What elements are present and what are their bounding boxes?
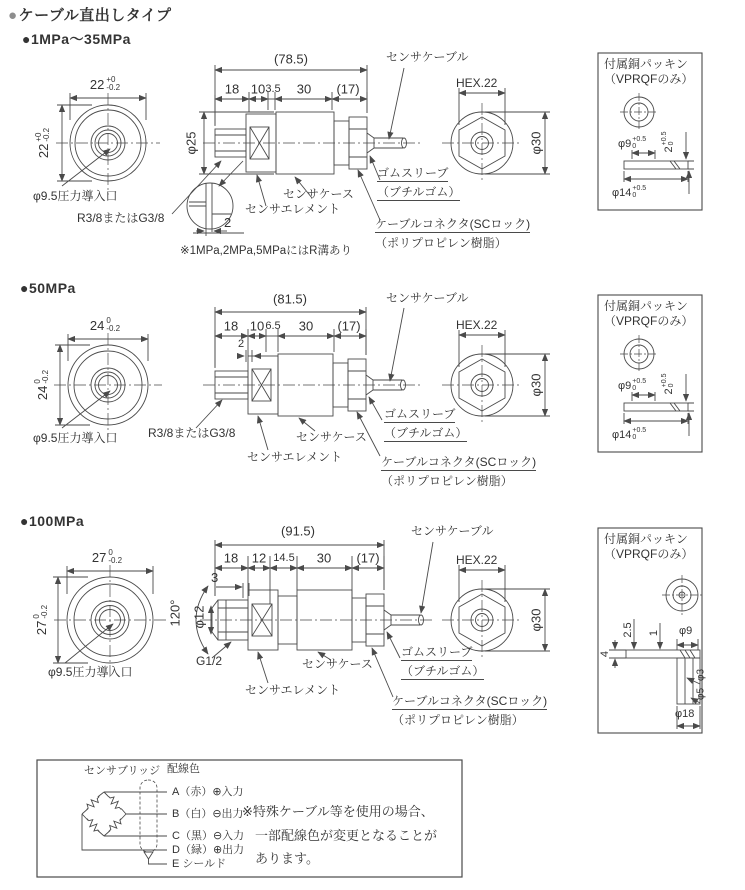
page-title: [8, 8, 171, 25]
s3-dim-18: 18: [223, 550, 239, 566]
s1-dim-10: 10: [250, 81, 266, 97]
s1-sensor-cable-label: センサケーブル: [386, 50, 469, 64]
s3-pack-h4-dim: 4: [598, 650, 611, 658]
s1-cable-connector-label: ケーブルコネクタ(SCロック): [375, 218, 530, 233]
s3-dim-12: 12: [251, 550, 267, 566]
s3-pack-dia18-dim: φ18: [675, 708, 695, 720]
s3-dia30-dim: φ30: [528, 608, 544, 632]
s2-sensor-element-label: センサエレメント: [247, 450, 343, 464]
s2-pack-dia14-dim: φ14 +0.5 0: [612, 427, 647, 441]
s2-rubber-sleeve-label: ゴムスリーブ: [384, 408, 455, 423]
s1-detail-circle: [187, 183, 244, 236]
s3-thread-label: G1/2: [196, 654, 223, 668]
s2-hex-dim: HEX.22: [456, 318, 498, 332]
wiring-line-e: E シールド: [172, 858, 227, 870]
s1-sensor-case-label: センサケース: [283, 187, 354, 201]
s3-pack-dia3-dim: φ3: [695, 668, 707, 682]
s1-groove-dim: 2: [224, 215, 232, 230]
s3-front-width-dim: 27 0 -0.2: [91, 548, 123, 566]
s3-front-height-dim: 27 0 -0.2: [32, 604, 50, 636]
s3-cable-connector-sub-label: （ポリプロピレン樹脂）: [392, 713, 524, 727]
s1-dim-30: 30: [296, 81, 312, 97]
s1-packing-sub: （VPRQFのみ）: [604, 72, 694, 86]
s2-dim-18: 18: [223, 318, 239, 334]
s3-angle-dim: 120°: [167, 599, 183, 627]
s2-dia30-dim: φ30: [528, 373, 544, 397]
s2-front-height-dim: 24 0 -0.2: [33, 369, 51, 401]
s3-heading: ●100MPa: [20, 513, 85, 529]
s1-front-view: [56, 93, 160, 195]
s1-inlet-label: φ9.5圧力導入口: [33, 189, 118, 203]
wiring-note-line2: 一部配線色が変更となることが: [255, 828, 438, 843]
s2-overall-dim: (81.5): [273, 291, 307, 307]
s2-packing-sub: （VPRQFのみ）: [604, 314, 694, 328]
s3-pack-dia5-dim: φ5: [695, 687, 707, 701]
s1-sensor-element-label: センサエレメント: [245, 202, 341, 216]
s2-pack-dia9-dim: φ9 +0.5 0: [618, 378, 647, 392]
s2-front-width-dim: 24 0 -0.2: [89, 316, 121, 334]
s2-front-view: [54, 333, 162, 437]
s1-dim-18: 18: [224, 81, 240, 97]
s3-sensor-cable-label: センサケーブル: [411, 524, 494, 538]
s3-pack-dia9-dim: φ9: [679, 625, 693, 637]
s3-dim-17: (17): [356, 550, 380, 566]
s1-case-dia-dim: φ25: [183, 131, 199, 155]
s2-dim-17: (17): [337, 318, 361, 334]
s1-dim-3-5: 3.5: [265, 82, 281, 95]
s2-heading: ●50MPa: [20, 280, 76, 296]
s2-dim-10: 10: [249, 318, 265, 334]
s3-dia12-dim: φ12: [191, 605, 207, 629]
s3-pack-h25-dim: 2.5: [621, 622, 634, 638]
s3-dim-30: 30: [316, 550, 332, 566]
s1-pack-dia14-dim: φ14 +0.5 0: [612, 185, 647, 199]
s3-packing-sub: （VPRQFのみ）: [604, 547, 694, 561]
wiring-note-line1: ※特殊ケーブル等を使用の場合、: [242, 804, 434, 819]
s3-sensor-element-label: センサエレメント: [245, 683, 341, 697]
wiring-bridge-label: センサブリッジ: [84, 765, 161, 777]
s1-hex-dim: HEX.22: [456, 76, 498, 90]
s2-dim-30: 30: [298, 318, 314, 334]
wiring-line-d: D（緑）⊕出力: [172, 844, 245, 856]
s2-sensor-cable-label: センサケーブル: [386, 291, 469, 305]
s1-thread-label: R3/8またはG3/8: [77, 211, 165, 225]
s3-hex-dim: HEX.22: [456, 553, 498, 567]
wiring-line-c: C（黒）⊖入力: [172, 830, 245, 842]
s2-thread-label: R3/8またはG3/8: [148, 426, 236, 440]
s2-sensor-case-label: センサケース: [296, 430, 367, 444]
s1-heading: ●1MPa〜35MPa: [22, 31, 131, 47]
s1-dia30-dim: φ30: [528, 131, 544, 155]
s3-front-view: [53, 565, 168, 676]
s1-packing-title: 付属銅パッキン: [604, 57, 688, 71]
s1-rubber-sleeve-label: ゴムスリーブ: [377, 167, 448, 182]
s3-packing-title: 付属銅パッキン: [604, 532, 688, 546]
s2-cable-connector-label: ケーブルコネクタ(SCロック): [381, 456, 536, 471]
s3-cable-connector-label: ケーブルコネクタ(SCロック): [392, 695, 547, 710]
s1-rubber-sleeve-sub-label: （ブチルゴム）: [377, 186, 460, 201]
s2-dim-6-5: 6.5: [265, 319, 281, 332]
s3-pack-h1-dim: 1: [647, 629, 660, 637]
s1-overall-dim: (78.5): [274, 51, 308, 67]
s3-dim-14-5: 14.5: [273, 551, 295, 564]
wiring-color-header: 配線色: [167, 763, 200, 775]
s1-pack-dia9-dim: φ9 +0.5 0: [618, 136, 647, 150]
wiring-line-a: A（赤）⊕入力: [172, 786, 244, 798]
s2-rubber-sleeve-sub-label: （ブチルゴム）: [384, 427, 467, 442]
s3-sensor-case-label: センサケース: [302, 657, 373, 671]
s2-packing-title: 付属銅パッキン: [604, 299, 688, 313]
s1-front-width-dim: 22 +0 -0.2: [89, 75, 121, 93]
s2-inlet-label: φ9.5圧力導入口: [33, 431, 118, 445]
s3-rubber-sleeve-label: ゴムスリーブ: [401, 646, 472, 661]
s3-inlet-label: φ9.5圧力導入口: [48, 665, 133, 679]
s1-note: ※1MPa,2MPa,5MPaにはR溝あり: [180, 245, 352, 257]
wiring-line-b: B（白）⊖出力: [172, 808, 244, 820]
s3-step-dim: 3: [211, 570, 219, 585]
s2-groove-dim: 2: [238, 338, 245, 350]
s3-overall-dim: (91.5): [281, 523, 315, 539]
page-title-text: ケーブル直出しタイプ: [18, 7, 172, 24]
s2-pack-thk-dim: 2 +0.5 0: [661, 373, 676, 395]
s1-cable-connector-sub-label: （ポリプロピレン樹脂）: [375, 236, 507, 250]
s3-rubber-sleeve-sub-label: （ブチルゴム）: [401, 665, 484, 680]
s1-pack-thk-dim: 2 +0.5 0: [661, 131, 676, 153]
wiring-note-line3: あります。: [255, 851, 319, 866]
page-title-bullet: ●: [8, 7, 18, 24]
s1-dim-17: (17): [336, 81, 360, 97]
s1-front-height-dim: 22 +0 -0.2: [34, 127, 52, 159]
s2-cable-connector-sub-label: （ポリプロピレン樹脂）: [381, 474, 513, 488]
